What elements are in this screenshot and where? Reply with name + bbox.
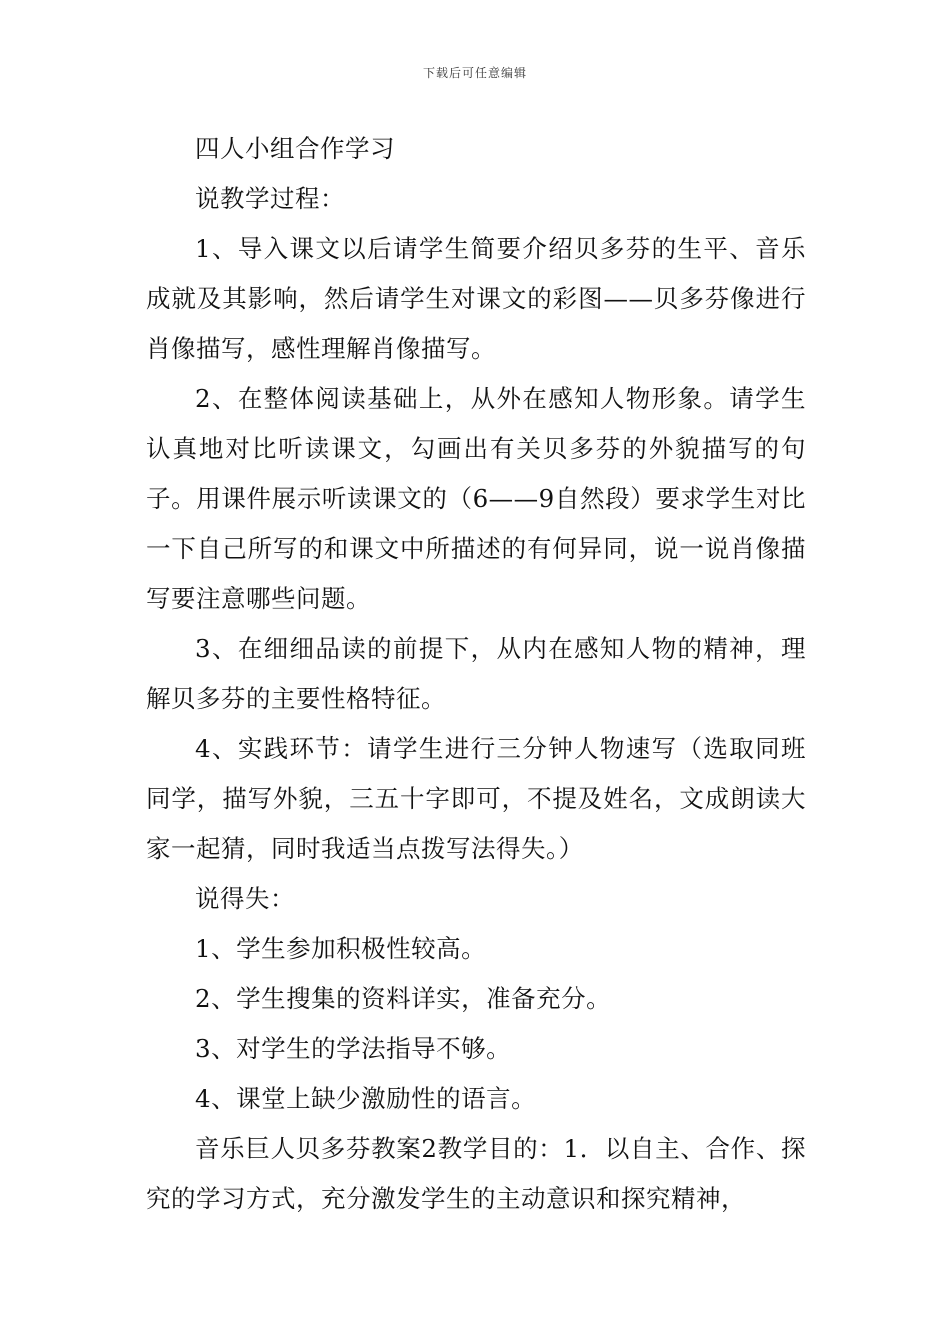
paragraph-teaching-process-heading: 说教学过程： — [195, 184, 345, 213]
paragraph-gains-losses-heading: 说得失： — [195, 884, 295, 913]
page-header: 下载后可任意编辑 — [422, 66, 527, 80]
paragraph-step-3: 3、在细细品读的前提下，从内在感知人物的精神，理解贝多芬的主要性格特征。 — [146, 634, 806, 713]
paragraph-loss-3: 3、对学生的学法指导不够。 — [195, 1034, 512, 1063]
paragraph-gain-2: 2、学生搜集的资料详实，准备充分。 — [195, 984, 612, 1013]
paragraph-loss-4: 4、课堂上缺少激励性的语言。 — [195, 1084, 537, 1113]
paragraph-step-2: 2、在整体阅读基础上，从外在感知人物形象。请学生认真地对比听读课文，勾画出有关贝多芬的外貌描写的句子。用课件展示听读课文的（6——9自然段）要求学生对比一下自己所写的和课文中所描述的有何异同，说一说肖像描写要注意哪些问题。 — [146, 384, 806, 613]
document-body — [146, 124, 806, 1224]
paragraph-step-4: 4、实践环节：请学生进行三分钟人物速写（选取同班同学，描写外貌，三五十字即可，不提及姓名，文成朗读大家一起猜，同时我适当点拨写法得失。） — [146, 734, 806, 863]
paragraph-step-1: 1、导入课文以后请学生简要介绍贝多芬的生平、音乐成就及其影响，然后请学生对课文的彩图——贝多芬像进行肖像描写，感性理解肖像描写。 — [146, 234, 806, 363]
paragraph-gain-1: 1、学生参加积极性较高。 — [195, 934, 487, 963]
paragraph-group-study: 四人小组合作学习 — [195, 134, 395, 163]
paragraph-lesson-plan-2: 音乐巨人贝多芬教案2教学目的：1．以自主、合作、探究的学习方式，充分激发学生的主动意识和探究精神， — [146, 1134, 806, 1213]
